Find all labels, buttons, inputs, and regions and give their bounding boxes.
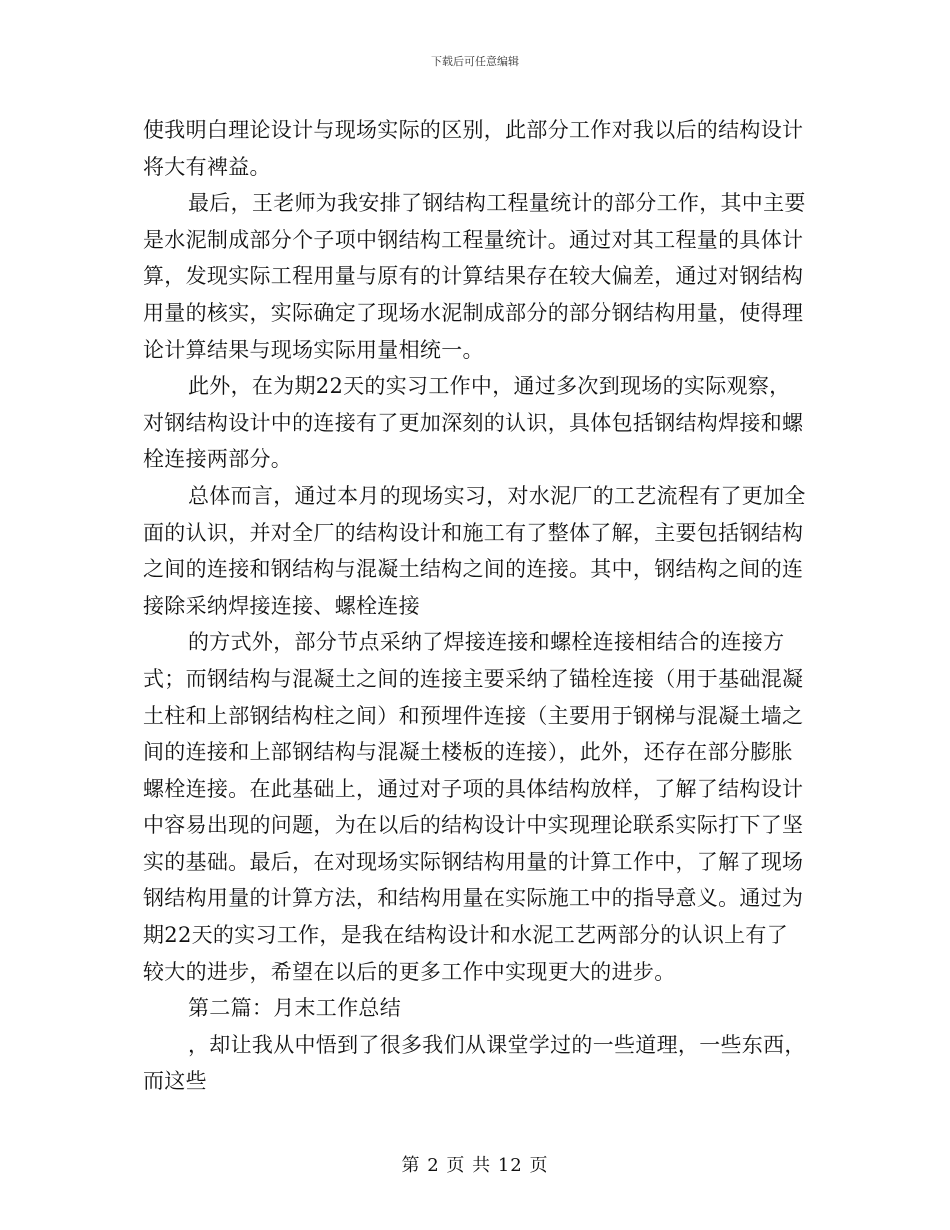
paragraph: 的方式外，部分节点采纳了焊接连接和螺栓连接相结合的连接方式；而钢结构与混凝土之间的连接主要采纳了锚栓连接（用于基础混凝土柱和上部钢结构柱之间）和预埋件连接（主要用于钢梯与混凝土墙之间的连接和上部钢结构与混凝土楼板的连接），此外，还存在部分膨胀螺栓连接。在此基础上，通过对子项的具体结构放样，了解了结构设计中容易出现的问题，为在以后的结构设计中实现理论联系实际打下了坚实的基础。最后，在对现场实际钢结构用量的计算工作中，了解了现场钢结构用量的计算方法，和结构用量在实际施工中的指导意义。通过为期22天的实习工作，是我在结构设计和水泥工艺两部分的认识上有了较大的进步，希望在以后的更多工作中实现更大的进步。 xyxy=(143,630,804,984)
paragraph: ，却让我从中悟到了很多我们从课堂学过的一些道理，一些东西，而这些 xyxy=(143,1032,806,1094)
page-header-note: 下载后可任意编辑 xyxy=(431,55,519,68)
paragraph: 此外，在为期22天的实习工作中，通过多次到现场的实际观察，对钢结构设计中的连接有了更加深刻的认识，具体包括钢结构焊接和螺栓连接两部分。 xyxy=(143,374,804,472)
paragraph: 使我明白理论设计与现场实际的区别，此部分工作对我以后的结构设计将大有裨益。 xyxy=(143,118,804,179)
paragraph: 总体而言，通过本月的现场实习，对水泥厂的工艺流程有了更加全面的认识，并对全厂的结构设计和施工有了整体了解，主要包括钢结构之间的连接和钢结构与混凝土结构之间的连接。其中，钢结构之间的连接除采纳焊接连接、螺栓连接 xyxy=(143,483,806,618)
document-body xyxy=(143,112,808,1100)
section-heading: 第二篇：月末工作总结 xyxy=(188,996,401,1021)
paragraph: 最后，王老师为我安排了钢结构工程量统计的部分工作，其中主要是水泥制成部分个子项中钢结构工程量统计。通过对其工程量的具体计算，发现实际工程用量与原有的计算结果存在较大偏差，通过对钢结构用量的核实，实际确定了现场水泥制成部分的部分钢结构用量，使得理论计算结果与现场实际用量相统一。 xyxy=(143,191,806,362)
page-number-footer: 第 2 页 共 12 页 xyxy=(401,1155,549,1176)
